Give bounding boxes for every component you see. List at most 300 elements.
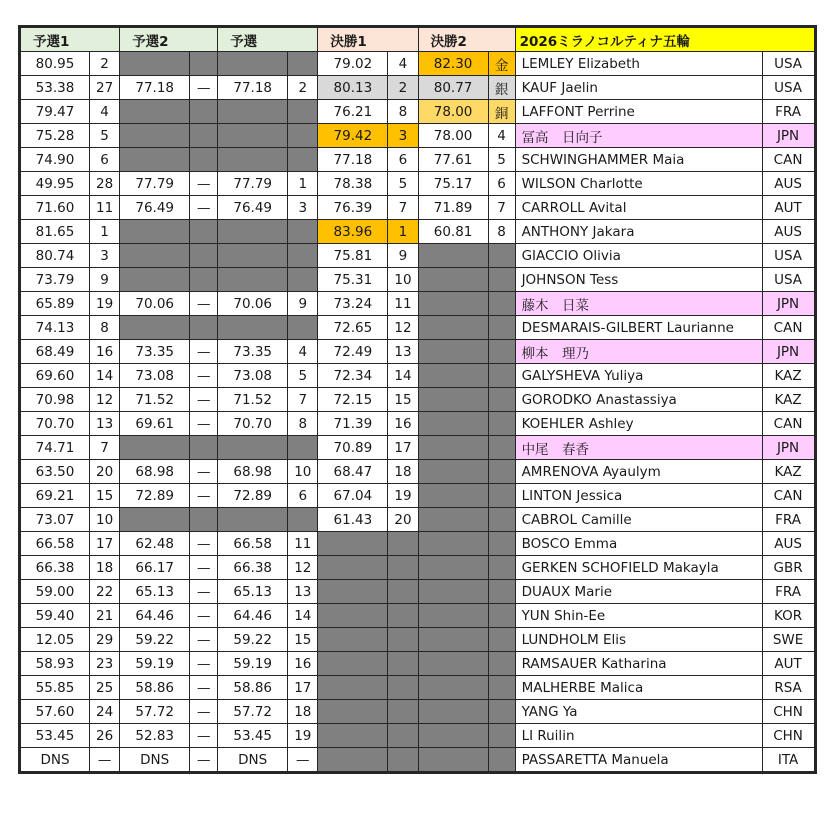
qualifying-best-score: 66.58 (218, 532, 288, 556)
qualifying-best-rank: 17 (288, 676, 318, 700)
final-1-score: 72.49 (318, 340, 388, 364)
table-row (21, 316, 815, 340)
qualifying-2-score: 65.13 (120, 580, 190, 604)
athlete-name: LUNDHOLM Elis (515, 628, 762, 652)
athlete-name: 藤木 日菜 (515, 292, 762, 316)
table-row (21, 100, 815, 124)
qualifying-1-rank: 28 (90, 172, 120, 196)
qualifying-1-rank: 7 (90, 436, 120, 460)
table-row (21, 484, 815, 508)
qualifying-best-rank: 7 (288, 388, 318, 412)
final-1-score (318, 556, 388, 580)
final-2-rank (488, 340, 515, 364)
table-row (21, 268, 815, 292)
nation-code: GBR (762, 556, 814, 580)
qualifying-best-rank (288, 148, 318, 172)
qualifying-1-score: 68.49 (21, 340, 90, 364)
athlete-name: AMRENOVA Ayaulym (515, 460, 762, 484)
final-1-rank: 16 (388, 412, 418, 436)
athlete-name: LINTON Jessica (515, 484, 762, 508)
qualifying-best-score: 59.19 (218, 652, 288, 676)
final-2-score: 71.89 (418, 196, 488, 220)
qualifying-1-rank: 14 (90, 364, 120, 388)
final-2-score (418, 340, 488, 364)
final-2-rank (488, 556, 515, 580)
athlete-name: LI Ruilin (515, 724, 762, 748)
qualifying-best-score: 64.46 (218, 604, 288, 628)
qualifying-best-rank: 6 (288, 484, 318, 508)
final-1-score: 72.34 (318, 364, 388, 388)
qualifying-2-rank: — (190, 604, 218, 628)
nation-code: SWE (762, 628, 814, 652)
qualifying-2-score: 59.22 (120, 628, 190, 652)
final-2-score (418, 436, 488, 460)
qualifying-1-rank: 26 (90, 724, 120, 748)
nation-code: KAZ (762, 364, 814, 388)
athlete-name: LAFFONT Perrine (515, 100, 762, 124)
table-row (21, 628, 815, 652)
athlete-name: JOHNSON Tess (515, 268, 762, 292)
final-2-score: 82.30 (418, 52, 488, 76)
qualifying-1-rank: 1 (90, 220, 120, 244)
athlete-name: PASSARETTA Manuela (515, 748, 762, 772)
table-row (21, 748, 815, 772)
final-1-rank (388, 580, 418, 604)
final-1-rank: 6 (388, 148, 418, 172)
final-1-score: 79.42 (318, 124, 388, 148)
final-2-score (418, 244, 488, 268)
qualifying-1-score: 69.21 (21, 484, 90, 508)
table-row (21, 532, 815, 556)
athlete-name: YANG Ya (515, 700, 762, 724)
final-2-score (418, 484, 488, 508)
table-row (21, 580, 815, 604)
nation-code: KAZ (762, 460, 814, 484)
final-1-rank: 19 (388, 484, 418, 508)
final-1-score: 75.81 (318, 244, 388, 268)
qualifying-2-rank (190, 52, 218, 76)
final-1-score (318, 676, 388, 700)
qualifying-2-rank (190, 244, 218, 268)
qualifying-best-score: 53.45 (218, 724, 288, 748)
qualifying-2-score: 52.83 (120, 724, 190, 748)
qualifying-2-score: 64.46 (120, 604, 190, 628)
athlete-name: KOEHLER Ashley (515, 412, 762, 436)
final-1-rank: 17 (388, 436, 418, 460)
final-2-score (418, 676, 488, 700)
nation-code: USA (762, 268, 814, 292)
qualifying-best-score (218, 148, 288, 172)
final-1-score: 67.04 (318, 484, 388, 508)
header-event-title: 2026ミラノコルティナ五輪 (515, 28, 814, 52)
table-row (21, 556, 815, 580)
qualifying-1-score: 70.70 (21, 412, 90, 436)
qualifying-best-rank (288, 508, 318, 532)
qualifying-2-score: 70.06 (120, 292, 190, 316)
qualifying-1-rank: 3 (90, 244, 120, 268)
final-2-rank (488, 484, 515, 508)
nation-code: FRA (762, 508, 814, 532)
final-2-score (418, 532, 488, 556)
final-2-rank (488, 460, 515, 484)
qualifying-best-rank: 4 (288, 340, 318, 364)
qualifying-best-score (218, 244, 288, 268)
final-1-score (318, 748, 388, 772)
final-1-score: 75.31 (318, 268, 388, 292)
qualifying-2-rank: — (190, 388, 218, 412)
final-2-score (418, 604, 488, 628)
qualifying-1-rank: 13 (90, 412, 120, 436)
qualifying-1-score: 49.95 (21, 172, 90, 196)
final-2-score: 78.00 (418, 124, 488, 148)
nation-code: CHN (762, 724, 814, 748)
final-1-rank: 2 (388, 76, 418, 100)
table-row (21, 292, 815, 316)
qualifying-2-score (120, 508, 190, 532)
qualifying-2-rank (190, 124, 218, 148)
qualifying-best-rank: 8 (288, 412, 318, 436)
athlete-name: RAMSAUER Katharina (515, 652, 762, 676)
qualifying-2-rank (190, 268, 218, 292)
qualifying-2-score (120, 100, 190, 124)
header-qualifying-1: 予選1 (21, 28, 120, 52)
qualifying-1-rank: 15 (90, 484, 120, 508)
qualifying-1-rank: 4 (90, 100, 120, 124)
nation-code: JPN (762, 340, 814, 364)
final-2-score: 78.00 (418, 100, 488, 124)
table-row (21, 364, 815, 388)
final-2-rank (488, 292, 515, 316)
final-2-score (418, 268, 488, 292)
final-2-rank (488, 748, 515, 772)
qualifying-best-score: 68.98 (218, 460, 288, 484)
final-2-rank: 銅 (488, 100, 515, 124)
final-1-rank: 3 (388, 124, 418, 148)
final-2-score: 77.61 (418, 148, 488, 172)
final-2-score (418, 364, 488, 388)
final-2-rank (488, 652, 515, 676)
qualifying-2-rank: — (190, 556, 218, 580)
qualifying-2-score: 68.98 (120, 460, 190, 484)
qualifying-2-score: 76.49 (120, 196, 190, 220)
final-2-rank (488, 700, 515, 724)
qualifying-2-score: 77.79 (120, 172, 190, 196)
final-2-rank (488, 676, 515, 700)
final-2-score (418, 292, 488, 316)
final-2-score (418, 580, 488, 604)
qualifying-best-rank: 14 (288, 604, 318, 628)
nation-code: CAN (762, 412, 814, 436)
final-2-rank: 銀 (488, 76, 515, 100)
athlete-name: BOSCO Emma (515, 532, 762, 556)
final-1-score: 72.65 (318, 316, 388, 340)
qualifying-best-score: 77.18 (218, 76, 288, 100)
qualifying-best-rank: — (288, 748, 318, 772)
qualifying-best-score: 59.22 (218, 628, 288, 652)
table-row (21, 412, 815, 436)
qualifying-1-score: 81.65 (21, 220, 90, 244)
qualifying-2-rank: — (190, 172, 218, 196)
qualifying-2-rank: — (190, 340, 218, 364)
qualifying-1-rank: 27 (90, 76, 120, 100)
athlete-name: YUN Shin-Ee (515, 604, 762, 628)
header-final-1: 決勝1 (318, 28, 418, 52)
nation-code: USA (762, 244, 814, 268)
qualifying-2-rank: — (190, 460, 218, 484)
qualifying-2-rank: — (190, 748, 218, 772)
final-2-score (418, 316, 488, 340)
qualifying-2-rank: — (190, 484, 218, 508)
qualifying-2-rank: — (190, 676, 218, 700)
qualifying-best-score: 65.13 (218, 580, 288, 604)
nation-code: AUS (762, 220, 814, 244)
table-row (21, 76, 815, 100)
athlete-name: KAUF Jaelin (515, 76, 762, 100)
nation-code: AUT (762, 652, 814, 676)
table-row (21, 220, 815, 244)
final-1-score (318, 604, 388, 628)
qualifying-2-score (120, 244, 190, 268)
qualifying-2-rank: — (190, 76, 218, 100)
qualifying-1-score: 73.79 (21, 268, 90, 292)
qualifying-2-score (120, 436, 190, 460)
qualifying-1-score: 65.89 (21, 292, 90, 316)
final-2-score (418, 700, 488, 724)
final-2-score (418, 460, 488, 484)
athlete-name: LEMLEY Elizabeth (515, 52, 762, 76)
final-1-score: 77.18 (318, 148, 388, 172)
final-2-score (418, 724, 488, 748)
final-1-score: 71.39 (318, 412, 388, 436)
final-1-rank: 14 (388, 364, 418, 388)
final-2-rank: 金 (488, 52, 515, 76)
qualifying-2-score: 71.52 (120, 388, 190, 412)
qualifying-1-score: 74.90 (21, 148, 90, 172)
table-row (21, 508, 815, 532)
athlete-name: GALYSHEVA Yuliya (515, 364, 762, 388)
qualifying-best-score: 72.89 (218, 484, 288, 508)
qualifying-1-rank: 18 (90, 556, 120, 580)
qualifying-best-score: 71.52 (218, 388, 288, 412)
qualifying-2-score: 57.72 (120, 700, 190, 724)
qualifying-1-score: 66.38 (21, 556, 90, 580)
table-row (21, 388, 815, 412)
qualifying-best-rank (288, 244, 318, 268)
final-2-rank: 8 (488, 220, 515, 244)
qualifying-2-score (120, 316, 190, 340)
qualifying-best-rank: 19 (288, 724, 318, 748)
qualifying-1-score: 66.58 (21, 532, 90, 556)
qualifying-1-score: 55.85 (21, 676, 90, 700)
final-1-score: 68.47 (318, 460, 388, 484)
qualifying-1-rank: 19 (90, 292, 120, 316)
qualifying-1-rank: — (90, 748, 120, 772)
qualifying-1-rank: 12 (90, 388, 120, 412)
final-1-score: 79.02 (318, 52, 388, 76)
final-2-rank: 4 (488, 124, 515, 148)
qualifying-2-score: 72.89 (120, 484, 190, 508)
final-2-score: 80.77 (418, 76, 488, 100)
final-2-score (418, 412, 488, 436)
qualifying-2-rank: — (190, 724, 218, 748)
final-2-score (418, 628, 488, 652)
qualifying-best-rank: 18 (288, 700, 318, 724)
qualifying-1-rank: 9 (90, 268, 120, 292)
final-2-rank (488, 580, 515, 604)
qualifying-best-score: 66.38 (218, 556, 288, 580)
table-row (21, 124, 815, 148)
athlete-name: SCHWINGHAMMER Maia (515, 148, 762, 172)
qualifying-2-rank: — (190, 292, 218, 316)
table-row (21, 724, 815, 748)
final-1-rank: 1 (388, 220, 418, 244)
qualifying-1-rank: 10 (90, 508, 120, 532)
qualifying-1-rank: 20 (90, 460, 120, 484)
final-1-rank (388, 652, 418, 676)
qualifying-2-score: DNS (120, 748, 190, 772)
qualifying-1-score: 59.00 (21, 580, 90, 604)
qualifying-best-score: 76.49 (218, 196, 288, 220)
table-row (21, 436, 815, 460)
qualifying-1-score: 58.93 (21, 652, 90, 676)
qualifying-2-score (120, 220, 190, 244)
final-1-score: 76.39 (318, 196, 388, 220)
final-1-score (318, 532, 388, 556)
athlete-name: DUAUX Marie (515, 580, 762, 604)
final-1-score: 78.38 (318, 172, 388, 196)
athlete-name: CARROLL Avital (515, 196, 762, 220)
table-row (21, 196, 815, 220)
qualifying-1-rank: 2 (90, 52, 120, 76)
qualifying-best-rank: 3 (288, 196, 318, 220)
final-2-rank (488, 604, 515, 628)
qualifying-best-score (218, 508, 288, 532)
table-row (21, 172, 815, 196)
table-row (21, 676, 815, 700)
qualifying-1-rank: 17 (90, 532, 120, 556)
final-1-rank: 4 (388, 52, 418, 76)
qualifying-1-rank: 5 (90, 124, 120, 148)
qualifying-2-score: 69.61 (120, 412, 190, 436)
qualifying-best-rank: 1 (288, 172, 318, 196)
qualifying-best-rank (288, 100, 318, 124)
table-row (21, 340, 815, 364)
final-2-rank (488, 412, 515, 436)
table-row (21, 460, 815, 484)
final-1-rank: 12 (388, 316, 418, 340)
nation-code: USA (762, 76, 814, 100)
athlete-name: MALHERBE Malica (515, 676, 762, 700)
qualifying-best-rank: 13 (288, 580, 318, 604)
qualifying-best-score: 70.70 (218, 412, 288, 436)
final-1-rank: 9 (388, 244, 418, 268)
nation-code: JPN (762, 292, 814, 316)
qualifying-1-score: 75.28 (21, 124, 90, 148)
qualifying-2-rank: — (190, 628, 218, 652)
qualifying-best-rank: 11 (288, 532, 318, 556)
qualifying-best-score: 58.86 (218, 676, 288, 700)
qualifying-best-score (218, 268, 288, 292)
table-row (21, 244, 815, 268)
qualifying-best-score (218, 52, 288, 76)
qualifying-1-score: 69.60 (21, 364, 90, 388)
qualifying-best-rank (288, 124, 318, 148)
qualifying-2-rank (190, 148, 218, 172)
qualifying-2-score: 62.48 (120, 532, 190, 556)
qualifying-1-rank: 29 (90, 628, 120, 652)
final-1-score (318, 628, 388, 652)
final-1-rank (388, 604, 418, 628)
nation-code: JPN (762, 436, 814, 460)
qualifying-best-rank (288, 436, 318, 460)
qualifying-1-score: 59.40 (21, 604, 90, 628)
qualifying-1-rank: 11 (90, 196, 120, 220)
qualifying-best-score: 57.72 (218, 700, 288, 724)
qualifying-1-score: DNS (21, 748, 90, 772)
final-2-rank (488, 364, 515, 388)
final-1-score (318, 580, 388, 604)
qualifying-1-score: 74.71 (21, 436, 90, 460)
final-1-rank (388, 556, 418, 580)
nation-code: FRA (762, 580, 814, 604)
nation-code: JPN (762, 124, 814, 148)
qualifying-2-score: 58.86 (120, 676, 190, 700)
nation-code: KOR (762, 604, 814, 628)
qualifying-best-score (218, 316, 288, 340)
final-1-rank (388, 628, 418, 652)
qualifying-2-rank (190, 508, 218, 532)
final-2-rank: 5 (488, 148, 515, 172)
qualifying-best-score: 73.08 (218, 364, 288, 388)
athlete-name: 柳本 理乃 (515, 340, 762, 364)
final-1-score: 72.15 (318, 388, 388, 412)
qualifying-best-rank (288, 52, 318, 76)
final-1-score: 61.43 (318, 508, 388, 532)
table-row (21, 148, 815, 172)
qualifying-best-score (218, 124, 288, 148)
qualifying-2-score: 77.18 (120, 76, 190, 100)
qualifying-1-rank: 21 (90, 604, 120, 628)
qualifying-2-score: 73.08 (120, 364, 190, 388)
qualifying-1-rank: 23 (90, 652, 120, 676)
qualifying-1-rank: 8 (90, 316, 120, 340)
final-2-rank (488, 628, 515, 652)
qualifying-2-score: 66.17 (120, 556, 190, 580)
nation-code: CAN (762, 316, 814, 340)
qualifying-2-rank: — (190, 580, 218, 604)
nation-code: AUT (762, 196, 814, 220)
table-row (21, 52, 815, 76)
final-1-rank (388, 676, 418, 700)
qualifying-1-rank: 22 (90, 580, 120, 604)
athlete-name: WILSON Charlotte (515, 172, 762, 196)
final-1-rank: 20 (388, 508, 418, 532)
qualifying-1-rank: 6 (90, 148, 120, 172)
qualifying-best-rank (288, 268, 318, 292)
final-2-rank (488, 388, 515, 412)
qualifying-1-score: 63.50 (21, 460, 90, 484)
qualifying-1-score: 53.38 (21, 76, 90, 100)
qualifying-1-score: 53.45 (21, 724, 90, 748)
athlete-name: GERKEN SCHOFIELD Makayla (515, 556, 762, 580)
qualifying-best-score: 77.79 (218, 172, 288, 196)
final-1-score: 76.21 (318, 100, 388, 124)
final-1-score: 73.24 (318, 292, 388, 316)
qualifying-1-score: 80.95 (21, 52, 90, 76)
final-1-score: 70.89 (318, 436, 388, 460)
qualifying-2-rank (190, 100, 218, 124)
final-1-rank: 11 (388, 292, 418, 316)
